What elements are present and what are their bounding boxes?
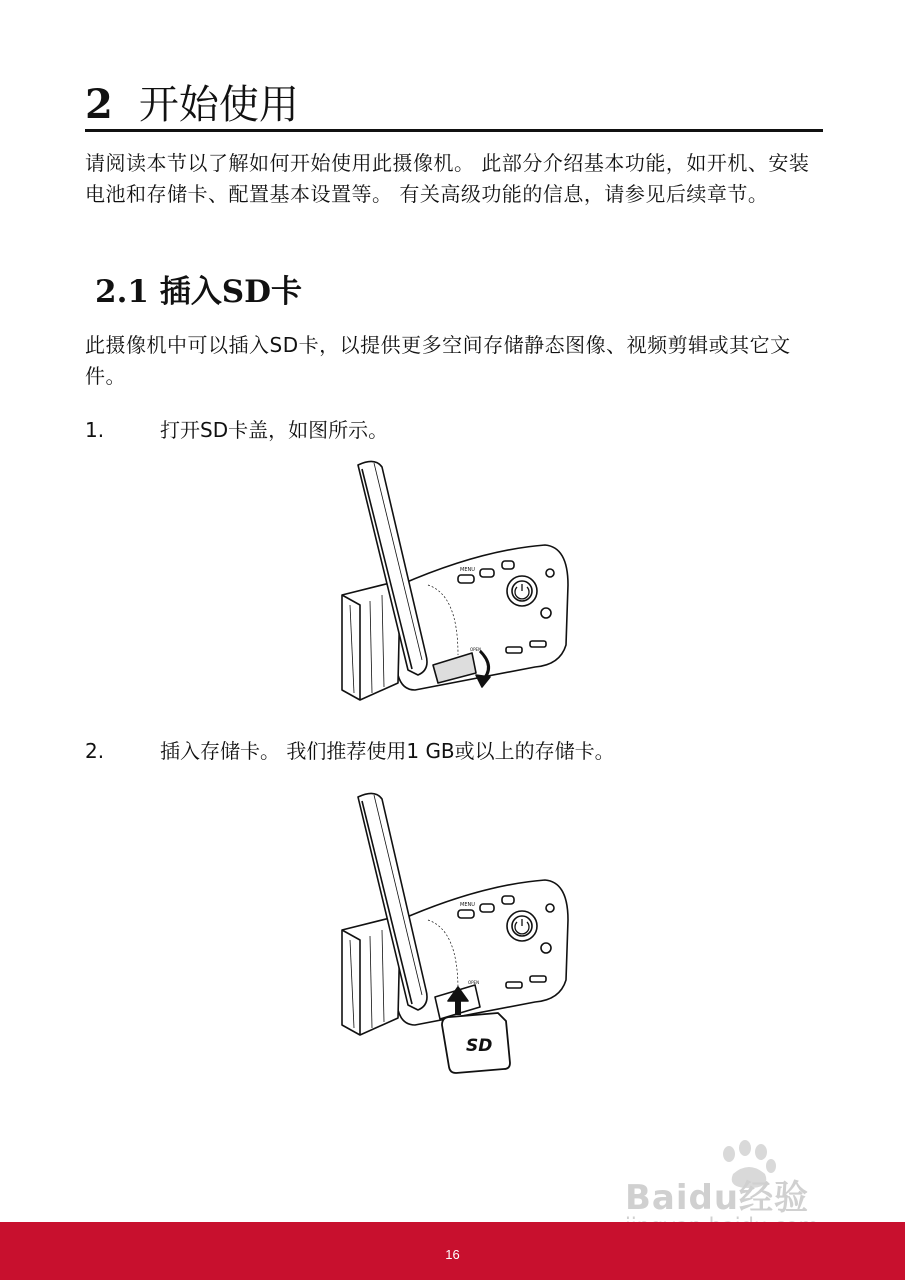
- step-2: [85, 735, 615, 764]
- page-number: 16: [445, 1247, 460, 1262]
- chapter-number: 2: [85, 81, 113, 128]
- figure-insert-sd-card: [330, 785, 575, 1080]
- step-1-number: 1.: [85, 418, 105, 442]
- chapter-title-text: 开始使用: [138, 82, 299, 128]
- step-2-number: 2.: [85, 739, 105, 763]
- step-1: [85, 414, 388, 443]
- step-1-text: 打开SD卡盖，如图所示。: [160, 418, 389, 442]
- sd-card-logo: SD: [466, 1036, 493, 1056]
- step-2-text: 插入存储卡。 我们推荐使用1 GB或以上的存储卡。: [160, 739, 615, 763]
- open-label: OPEN: [470, 647, 482, 652]
- open-label-2: OPEN: [468, 980, 480, 985]
- chapter-title: [85, 82, 823, 132]
- figure-open-sd-cover: [330, 455, 575, 705]
- watermark-brand: Baidu经验: [625, 1178, 810, 1218]
- section-body: 此摄像机中可以插入SD卡，以提供更多空间存储静态图像、视频剪辑或其它文件。: [85, 333, 791, 388]
- section-title: 2.1 插入SD卡: [95, 274, 302, 310]
- intro-paragraph: 请阅读本节以了解如何开始使用此摄像机。 此部分介绍基本功能，如开机、安装电池和存储卡、配置基本设置等。 有关高级功能的信息，请参见后续章节。: [85, 151, 810, 206]
- menu-label: MENU: [460, 567, 475, 573]
- menu-label-2: MENU: [460, 902, 475, 908]
